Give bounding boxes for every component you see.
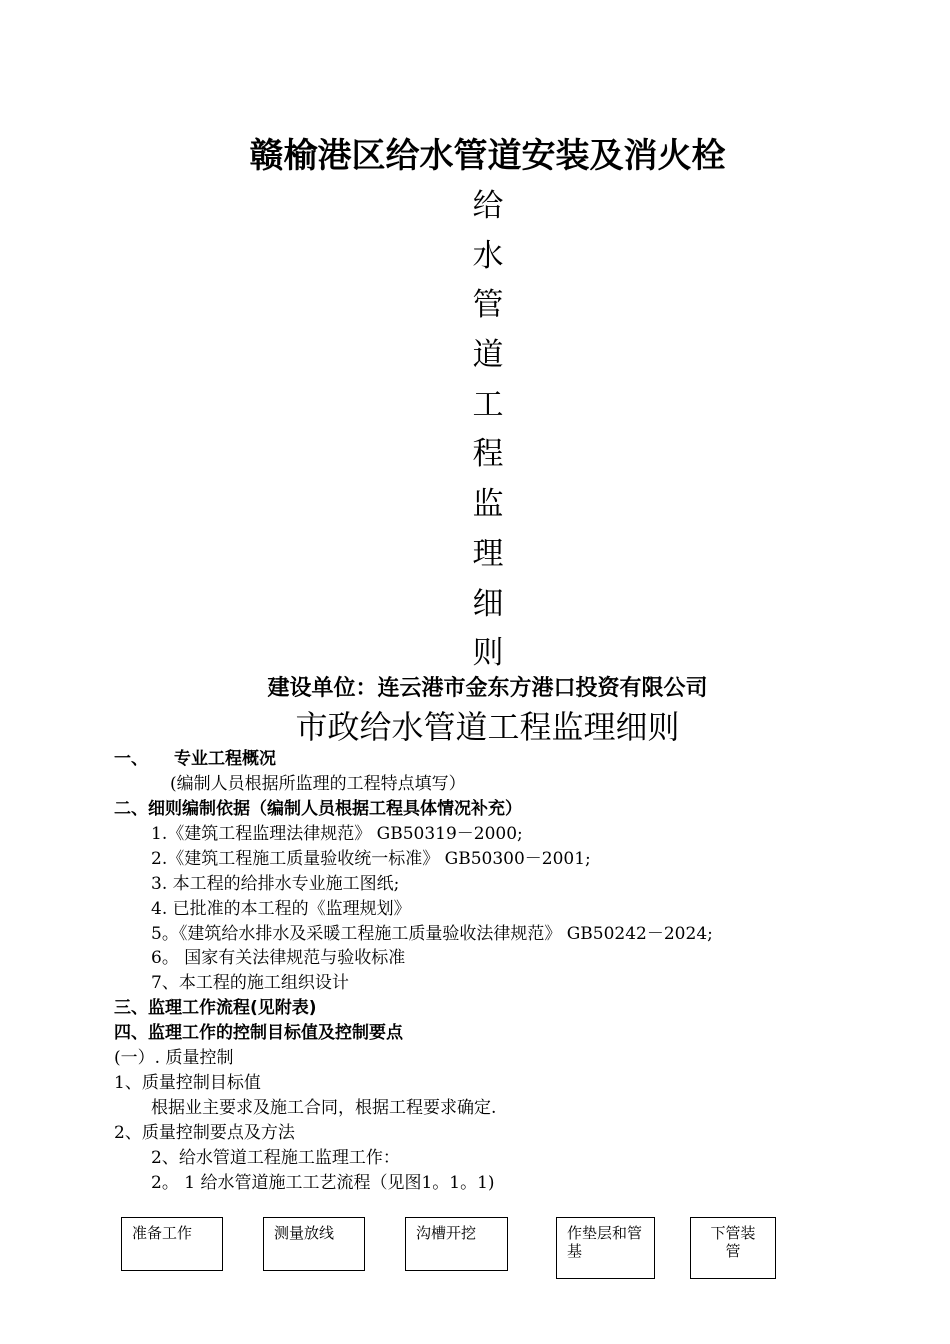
vertical-char: 管: [472, 287, 504, 324]
supervision-work-heading: 2、给水管道工程施工监理工作：: [151, 1148, 400, 1168]
basis-item: 6。 国家有关法律规范与验收标准: [151, 948, 406, 968]
basis-item: 4. 已批准的本工程的《监理规划》: [151, 899, 411, 919]
quality-points-heading: 2、质量控制要点及方法: [114, 1123, 295, 1143]
vertical-char: 水: [472, 237, 504, 274]
document-subtitle: 市政给水管道工程监理细则: [295, 708, 680, 746]
builder-unit: 建设单位：连云港市金东方港口投资有限公司: [267, 676, 708, 701]
basis-item: 2.《建筑工程施工质量验收统一标准》 GB50300－2001;: [151, 849, 591, 869]
vertical-char: 理: [472, 535, 504, 572]
flow-box-survey: 测量放线: [263, 1217, 365, 1271]
basis-item: 1.《建筑工程监理法律规范》 GB50319－2000;: [151, 824, 523, 844]
vertical-char: 监: [472, 486, 504, 523]
vertical-char: 细: [472, 585, 504, 622]
quality-target-heading: 1、质量控制目标值: [114, 1073, 261, 1093]
section-1-number: 一、: [114, 749, 148, 769]
vertical-char: 则: [472, 635, 504, 672]
vertical-title: [468, 182, 508, 679]
basis-item: 7、本工程的施工组织设计: [151, 973, 349, 993]
document-title: 赣榆港区给水管道安装及消火栓: [249, 136, 726, 176]
vertical-char: 程: [472, 436, 504, 473]
vertical-char: 工: [472, 386, 504, 423]
section-4-title: 四、监理工作的控制目标值及控制要点: [114, 1023, 403, 1043]
flow-box-trench: 沟槽开挖: [405, 1217, 508, 1271]
basis-item: 3. 本工程的给排水专业施工图纸;: [151, 874, 400, 894]
flow-box-preparation: 准备工作: [121, 1217, 223, 1271]
quality-control-heading: (一）. 质量控制: [114, 1048, 234, 1068]
quality-target-text: 根据业主要求及施工合同，根据工程要求确定.: [151, 1098, 497, 1118]
vertical-char: 道: [472, 337, 504, 374]
vertical-char: 给: [472, 188, 504, 224]
section-3-title: 三、监理工作流程(见附表): [114, 998, 317, 1018]
flow-box-pipe-laying: 下管装管: [690, 1217, 776, 1279]
section-1-title: 专业工程概况: [174, 749, 276, 769]
basis-item: 5。《建筑给水排水及采暖工程施工质量验收法律规范》 GB50242－2024;: [151, 924, 713, 944]
flow-box-bedding: 作垫层和管基: [556, 1217, 655, 1279]
section-2-title: 二、细则编制依据（编制人员根据工程具体情况补充）: [114, 799, 522, 819]
process-flow-heading: 2。 1 给水管道施工工艺流程（见图1。1。1): [151, 1173, 495, 1193]
section-1-note: (编制人员根据所监理的工程特点填写）: [170, 774, 466, 794]
